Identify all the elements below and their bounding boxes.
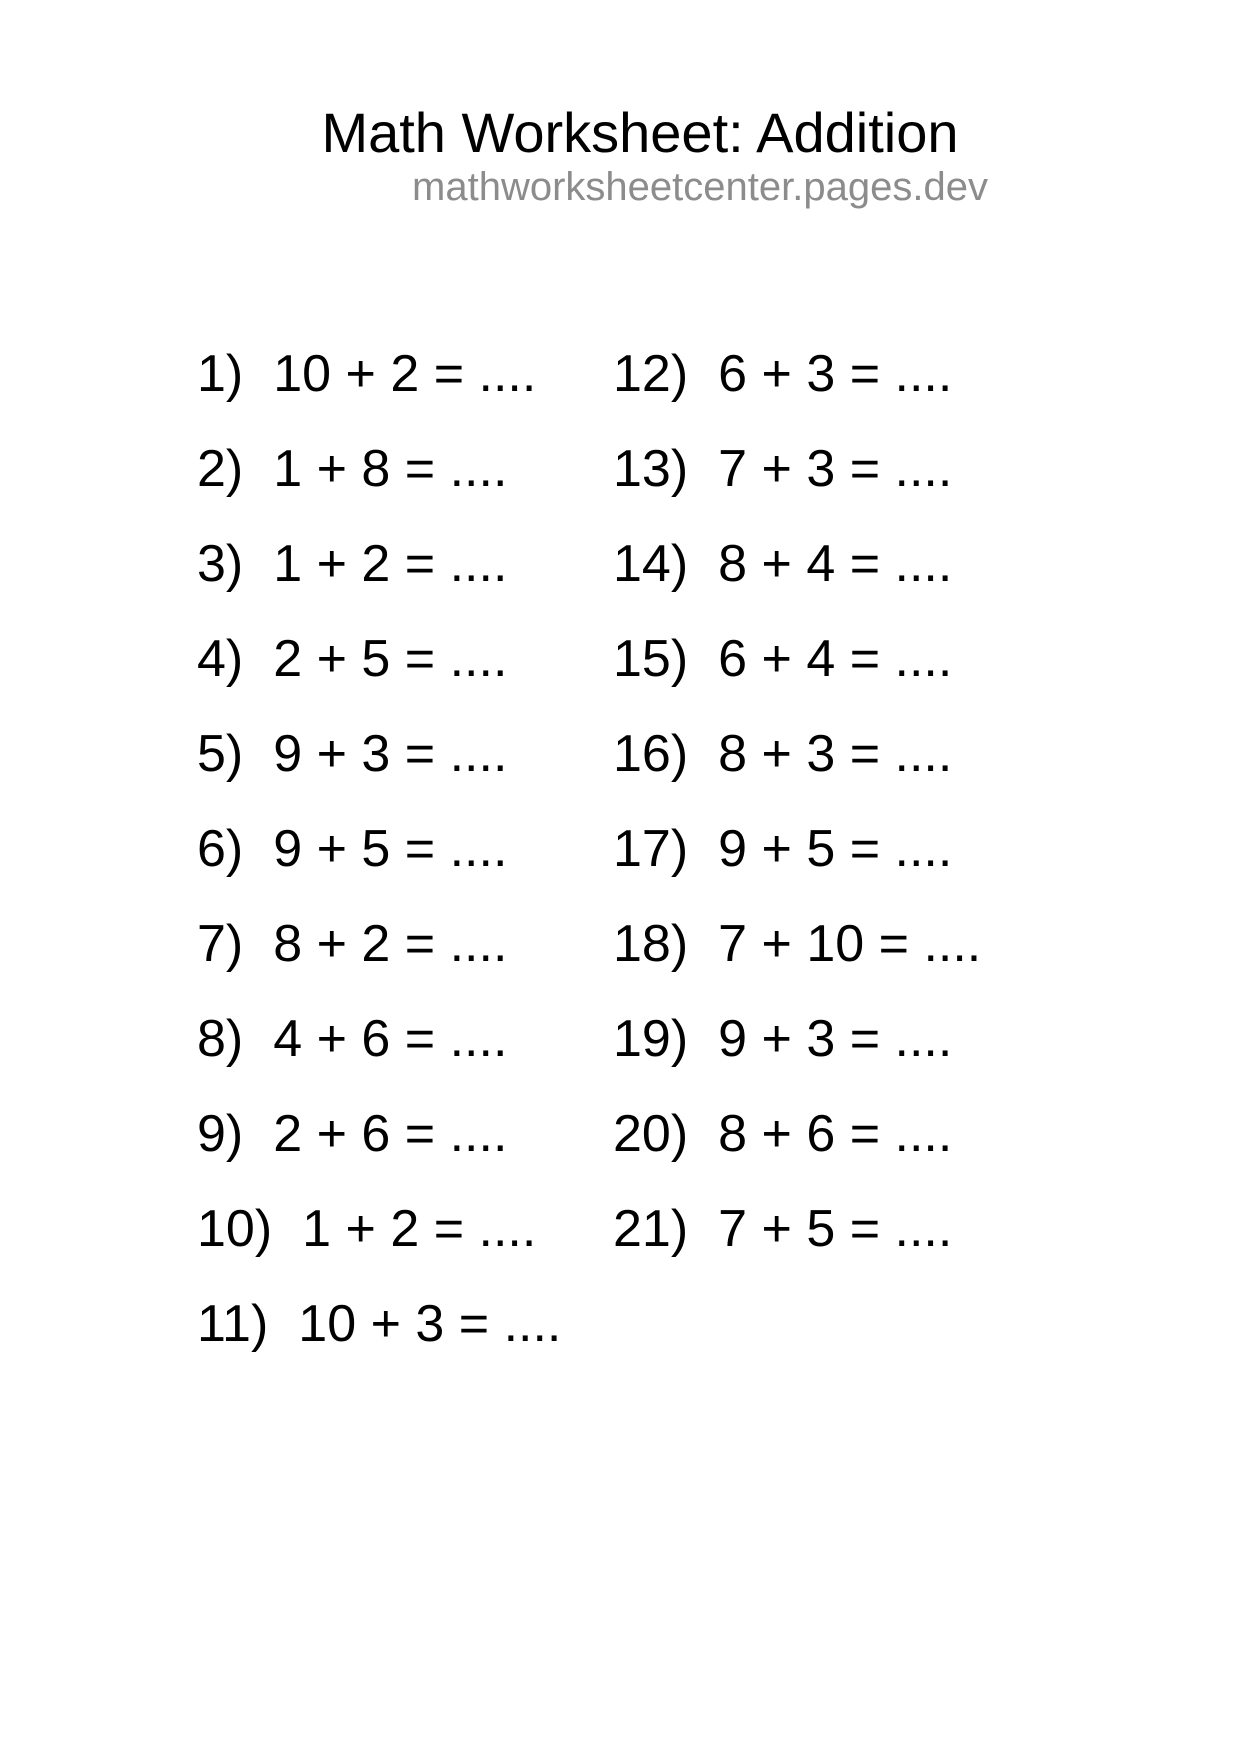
problem-number: 4) [197,629,244,688]
problem-expression: 6 + 3 = .... [718,344,953,403]
problem-number: 14) [613,534,689,593]
problem-expression: 7 + 5 = .... [718,1199,953,1258]
problem-expression: 9 + 5 = .... [273,819,508,878]
site-url: mathworksheetcenter.pages.dev [412,165,988,209]
problem-number: 11) [197,1294,269,1353]
page-title: Math Worksheet: Addition [321,101,959,164]
problem-number: 1) [197,344,244,403]
problem-expression: 2 + 5 = .... [273,629,508,688]
problem-row [197,326,561,421]
problems-column-left [197,326,561,1371]
problem-row [613,611,981,706]
problem-expression: 1 + 2 = .... [302,1199,537,1258]
problem-row [197,421,561,516]
problem-row [197,1181,561,1276]
problem-expression: 9 + 5 = .... [718,819,953,878]
problem-expression: 7 + 3 = .... [718,439,953,498]
problem-expression: 9 + 3 = .... [718,1009,953,1068]
problem-expression: 2 + 6 = .... [273,1104,508,1163]
problem-number: 12) [613,344,689,403]
problem-row [613,421,981,516]
problem-expression: 1 + 2 = .... [273,534,508,593]
problem-row [197,706,561,801]
problem-number: 10) [197,1199,273,1258]
problem-row [197,1086,561,1181]
problem-row [613,896,981,991]
problem-expression: 10 + 2 = .... [273,344,537,403]
problem-number: 21) [613,1199,689,1258]
problem-number: 17) [613,819,689,878]
problem-row [613,706,981,801]
problem-number: 5) [197,724,244,783]
problem-number: 18) [613,914,689,973]
problem-row [197,896,561,991]
problem-expression: 7 + 10 = .... [718,914,982,973]
problem-number: 9) [197,1104,244,1163]
problem-number: 2) [197,439,244,498]
problem-row [197,516,561,611]
problem-expression: 4 + 6 = .... [273,1009,508,1068]
problem-row [197,611,561,706]
problem-number: 3) [197,534,244,593]
problem-number: 6) [197,819,244,878]
problem-number: 20) [613,1104,689,1163]
problem-expression: 9 + 3 = .... [273,724,508,783]
problem-number: 19) [613,1009,689,1068]
problem-row [197,991,561,1086]
problem-number: 16) [613,724,689,783]
problem-row [197,801,561,896]
problem-row [613,1181,981,1276]
problem-row [613,326,981,421]
problem-number: 8) [197,1009,244,1068]
problem-expression: 1 + 8 = .... [273,439,508,498]
problem-expression: 8 + 4 = .... [718,534,953,593]
problem-row [613,991,981,1086]
problem-expression: 8 + 2 = .... [273,914,508,973]
problem-row [197,1276,561,1371]
problem-number: 13) [613,439,689,498]
problem-expression: 8 + 3 = .... [718,724,953,783]
problem-expression: 8 + 6 = .... [718,1104,953,1163]
problem-number: 15) [613,629,689,688]
problem-row [613,1086,981,1181]
problem-row [613,516,981,611]
problems-column-right [613,326,981,1276]
problem-number: 7) [197,914,244,973]
problem-expression: 10 + 3 = .... [298,1294,562,1353]
problem-row [613,801,981,896]
problem-expression: 6 + 4 = .... [718,629,953,688]
